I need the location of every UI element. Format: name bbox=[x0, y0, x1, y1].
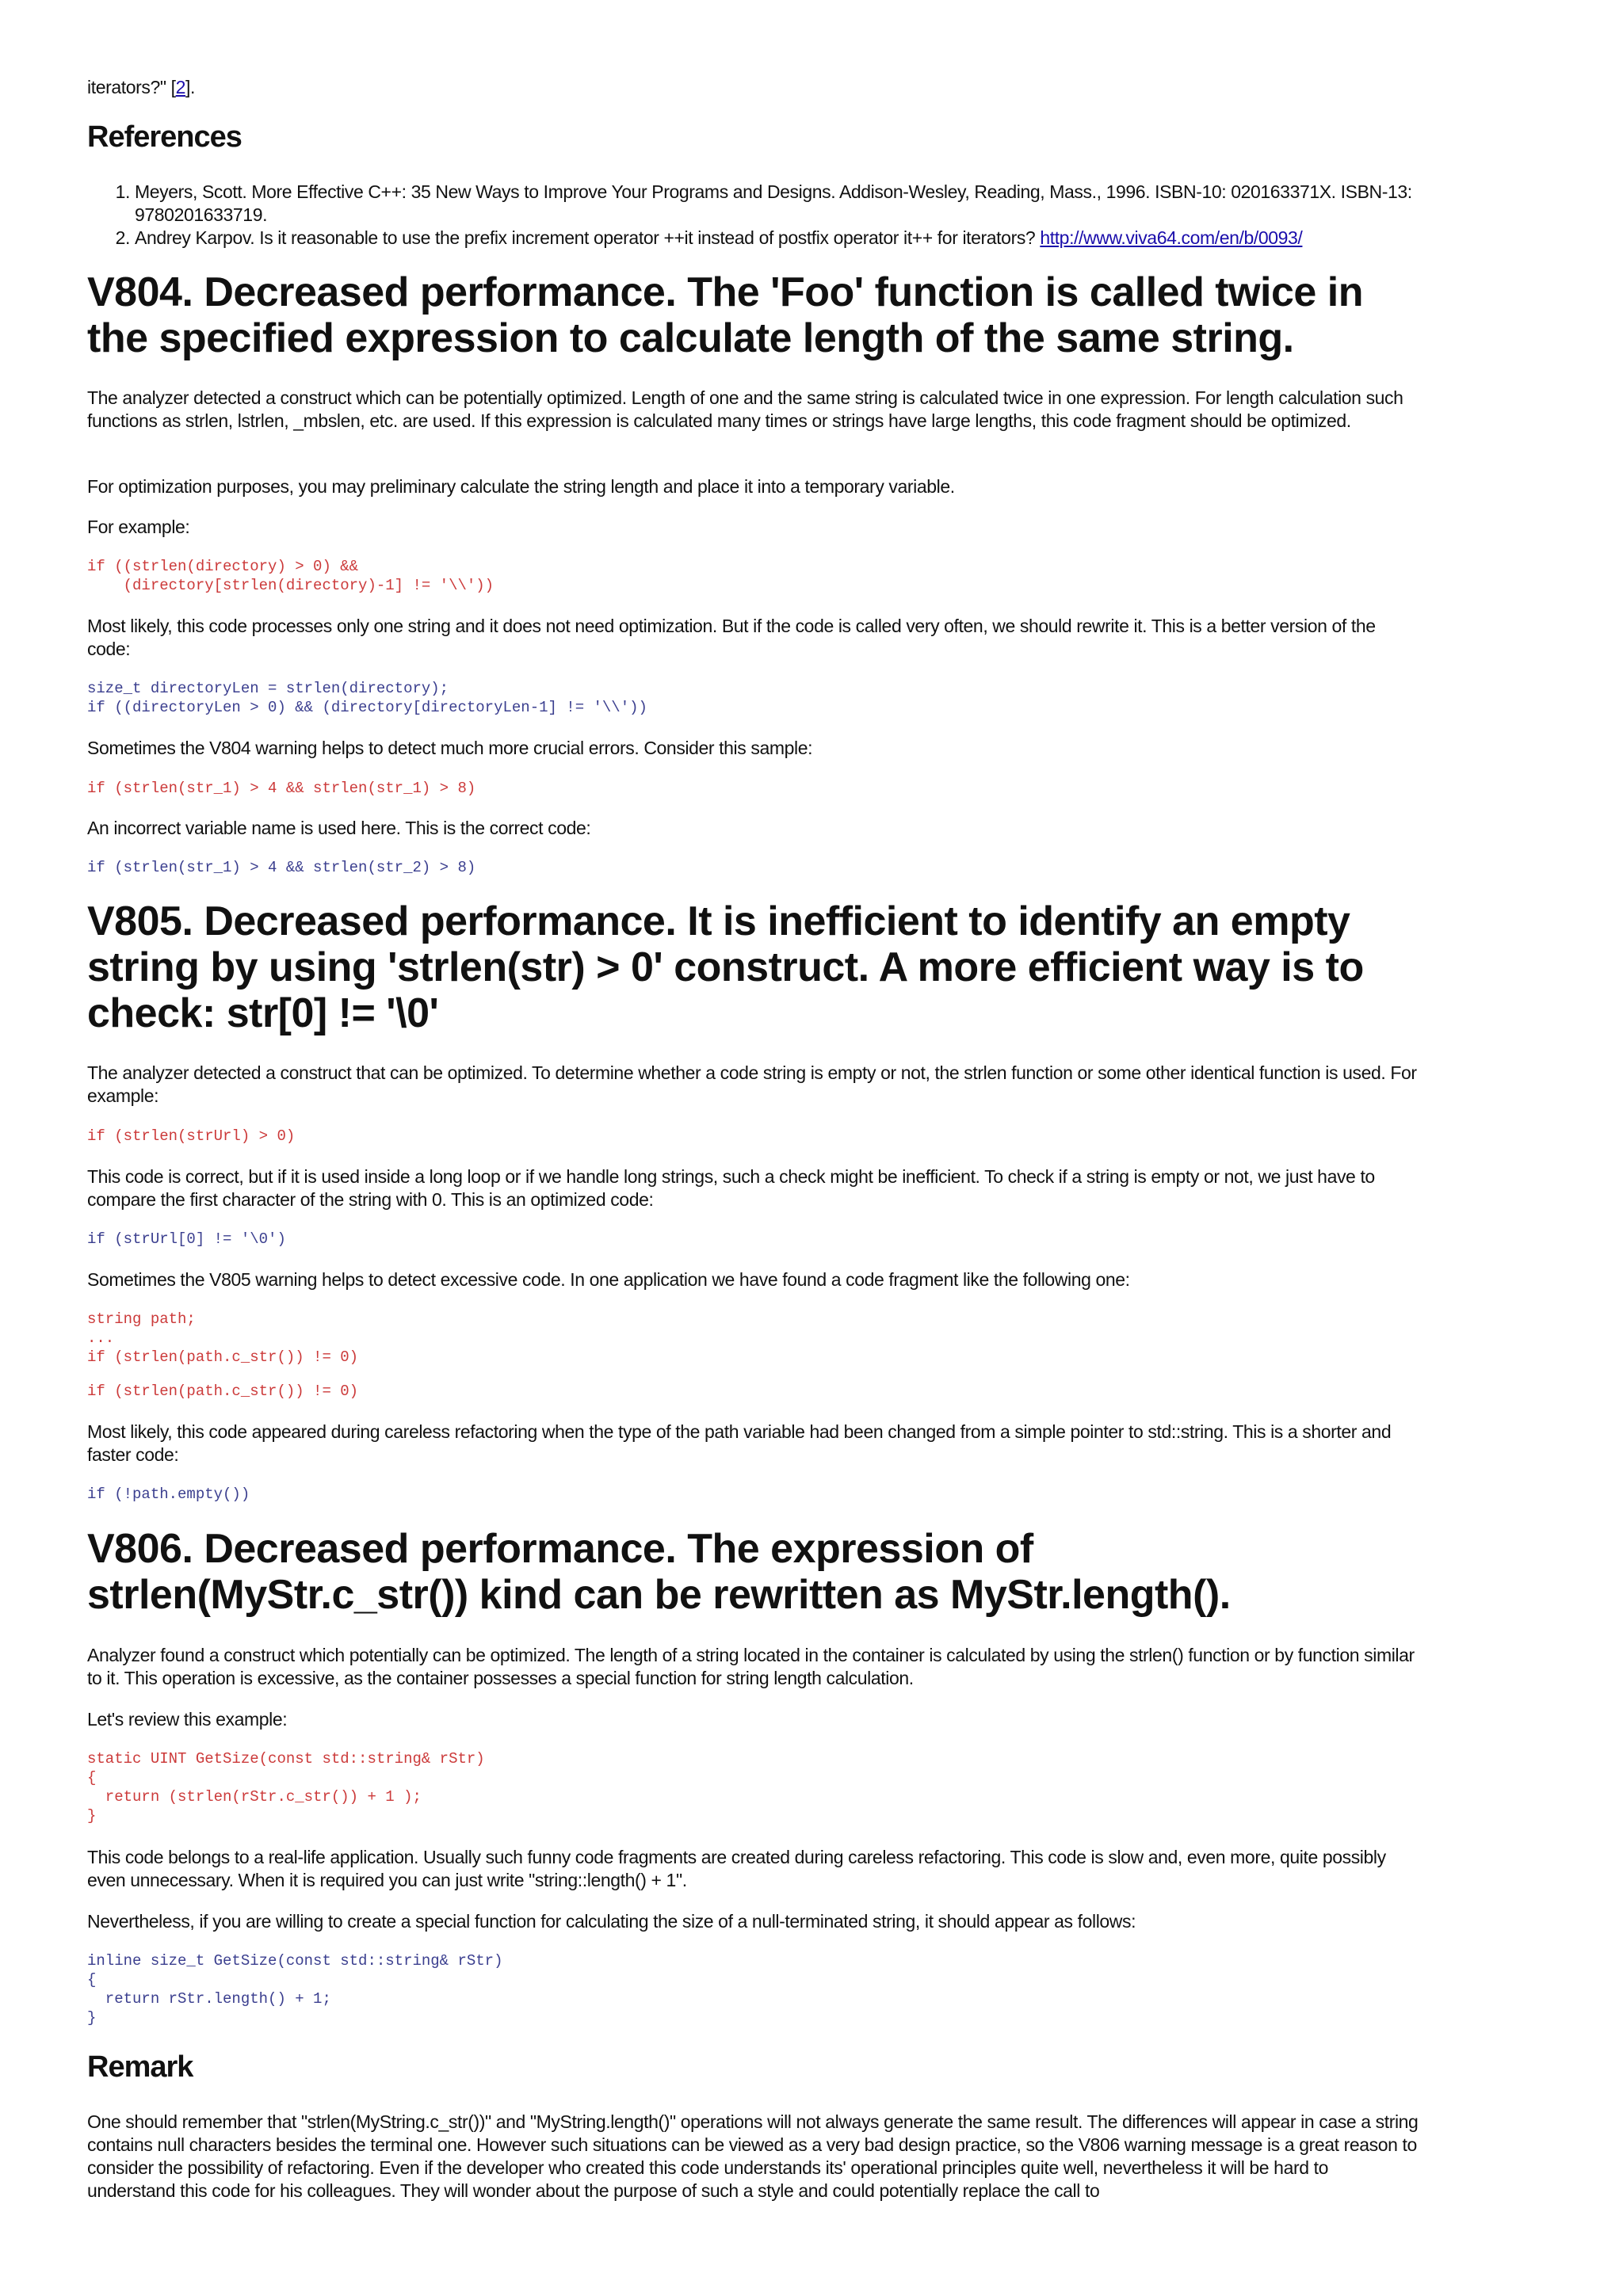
v805-paragraph-1: The analyzer detected a construct that can be optimized. To determine whether a code string is empty or not, the strlen function or some other identical function is used. For example: bbox=[87, 1062, 1417, 1106]
v806-code-example-1: static UINT GetSize(const std::string& rStr) { return (strlen(rStr.c_str()) + 1 ); } bbox=[87, 1750, 485, 1825]
v806-paragraph-4: Nevertheless, if you are willing to create a special function for calculating the size of a null-terminated string, it should appear as follows: bbox=[87, 1911, 1136, 1932]
v804-code-example-1: if ((strlen(directory) > 0) && (directory[strlen(directory)-1] != '\\')) bbox=[87, 558, 495, 594]
v804-paragraph-5: Sometimes the V804 warning helps to detect much more crucial errors. Consider this sample: bbox=[87, 738, 813, 758]
references-list bbox=[87, 181, 1419, 250]
v806-paragraph-1: Analyzer found a construct which potentially can be optimized. The length of a string located in the container is calculated by using the strlen() function or by function similar to it. This operation is excessive, as the container possesses a special function for string length calculation. bbox=[87, 1645, 1415, 1688]
intro-tail-text: iterators?" [ bbox=[87, 77, 176, 97]
reference-item bbox=[135, 227, 1419, 250]
v805-code-example-2: if (strUrl[0] != '\0') bbox=[87, 1230, 286, 1248]
v804-paragraph-2: For optimization purposes, you may preliminary calculate the string length and place it into a temporary variable. bbox=[87, 476, 955, 497]
remark-heading: Remark bbox=[87, 2050, 193, 2084]
v804-code-example-2: size_t directoryLen = strlen(directory); if ((directoryLen > 0) && (directory[directoryLen-1] != '\\')) bbox=[87, 680, 647, 716]
v805-paragraph-2: This code is correct, but if it is used inside a long loop or if we handle long strings, such a check might be inefficient. To check if a string is empty or not, we just have to compare the first character of the string with 0. This is an optimized code: bbox=[87, 1166, 1375, 1210]
v806-paragraph-2: Let's review this example: bbox=[87, 1709, 288, 1730]
reference-text: Meyers, Scott. More Effective C++: 35 New Ways to Improve Your Programs and Designs. Addison-Wesley, Reading, Mass., 1996. ISBN-10: 020163371X. ISBN-13: 9780201633719. bbox=[135, 181, 1412, 225]
v804-paragraph-3: For example: bbox=[87, 517, 190, 537]
v805-paragraph-4: Most likely, this code appeared during careless refactoring when the type of the path variable had been changed from a simple pointer to std::string. This is a shorter and faster code: bbox=[87, 1421, 1392, 1465]
v804-code-example-4: if (strlen(str_1) > 4 && strlen(str_2) > 8) bbox=[87, 859, 476, 876]
v806-code-example-2: inline size_t GetSize(const std::string& rStr) { return rStr.length() + 1; } bbox=[87, 1952, 503, 2027]
v805-code-example-4: if (strlen(path.c_str()) != 0) bbox=[87, 1383, 359, 1400]
v804-paragraph-4: Most likely, this code processes only one string and it does not need optimization. But if the code is called very often, we should rewrite it. This is a better version of the code: bbox=[87, 616, 1376, 659]
references-heading: References bbox=[87, 120, 242, 154]
v804-paragraph-6: An incorrect variable name is used here. This is the correct code: bbox=[87, 818, 591, 838]
v805-code-example-3: string path; ... if (strlen(path.c_str()) != 0) bbox=[87, 1310, 359, 1366]
reference-url-link[interactable]: http://www.viva64.com/en/b/0093/ bbox=[1040, 227, 1303, 248]
remark-paragraph-1: One should remember that "strlen(MyString.c_str())" and "MyString.length()" operations will not always generate the same result. The differences will appear in case a string contains null characters besides the terminal one. However such situations can be viewed as a very bad design practice, so the V806 warning message is a great reason to consider the possibility of refactoring. Even if the developer who created this code understands its' operational principles quite well, nevertheless it will be hard to understand this code for his colleagues. They will wonder about the purpose of such a style and could potentially replace the call to bbox=[87, 2111, 1419, 2201]
intro-tail-end: ]. bbox=[185, 77, 196, 97]
v806-paragraph-3: This code belongs to a real-life application. Usually such funny code fragments are created during careless refactoring. This code is slow and, even more, quite possibly even unnecessary. When it is required you can just write "string::length() + 1". bbox=[87, 1847, 1386, 1890]
v804-code-example-3: if (strlen(str_1) > 4 && strlen(str_1) > 8) bbox=[87, 780, 476, 797]
v804-title: V804. Decreased performance. The 'Foo' function is called twice in the specified expression to calculate length of the same string. bbox=[87, 269, 1364, 361]
v805-title: V805. Decreased performance. It is inefficient to identify an empty string by using 'strlen(str) > 0' construct. A more efficient way is to check: str[0] != '\0' bbox=[87, 898, 1364, 1036]
v805-code-example-5: if (!path.empty()) bbox=[87, 1486, 250, 1503]
v805-paragraph-3: Sometimes the V805 warning helps to detect excessive code. In one application we have found a code fragment like the following one: bbox=[87, 1269, 1130, 1290]
reference-item bbox=[135, 181, 1419, 227]
v805-code-example-1: if (strlen(strUrl) > 0) bbox=[87, 1127, 296, 1145]
reference-link-2[interactable]: 2 bbox=[175, 77, 186, 97]
v806-title: V806. Decreased performance. The expression of strlen(MyStr.c_str()) kind can be rewritten as MyStr.length(). bbox=[87, 1526, 1231, 1618]
reference-text: Andrey Karpov. Is it reasonable to use the prefix increment operator ++it instead of postfix operator it++ for iterators? bbox=[135, 227, 1041, 248]
intro-tail-paragraph bbox=[87, 76, 1419, 99]
v804-paragraph-1: The analyzer detected a construct which can be potentially optimized. Length of one and the same string is calculated twice in one expression. For length calculation such functions as strlen, lstrlen, _mbslen, etc. are used. If this expression is calculated many times or strings have large lengths, this code fragment should be optimized. bbox=[87, 387, 1403, 431]
